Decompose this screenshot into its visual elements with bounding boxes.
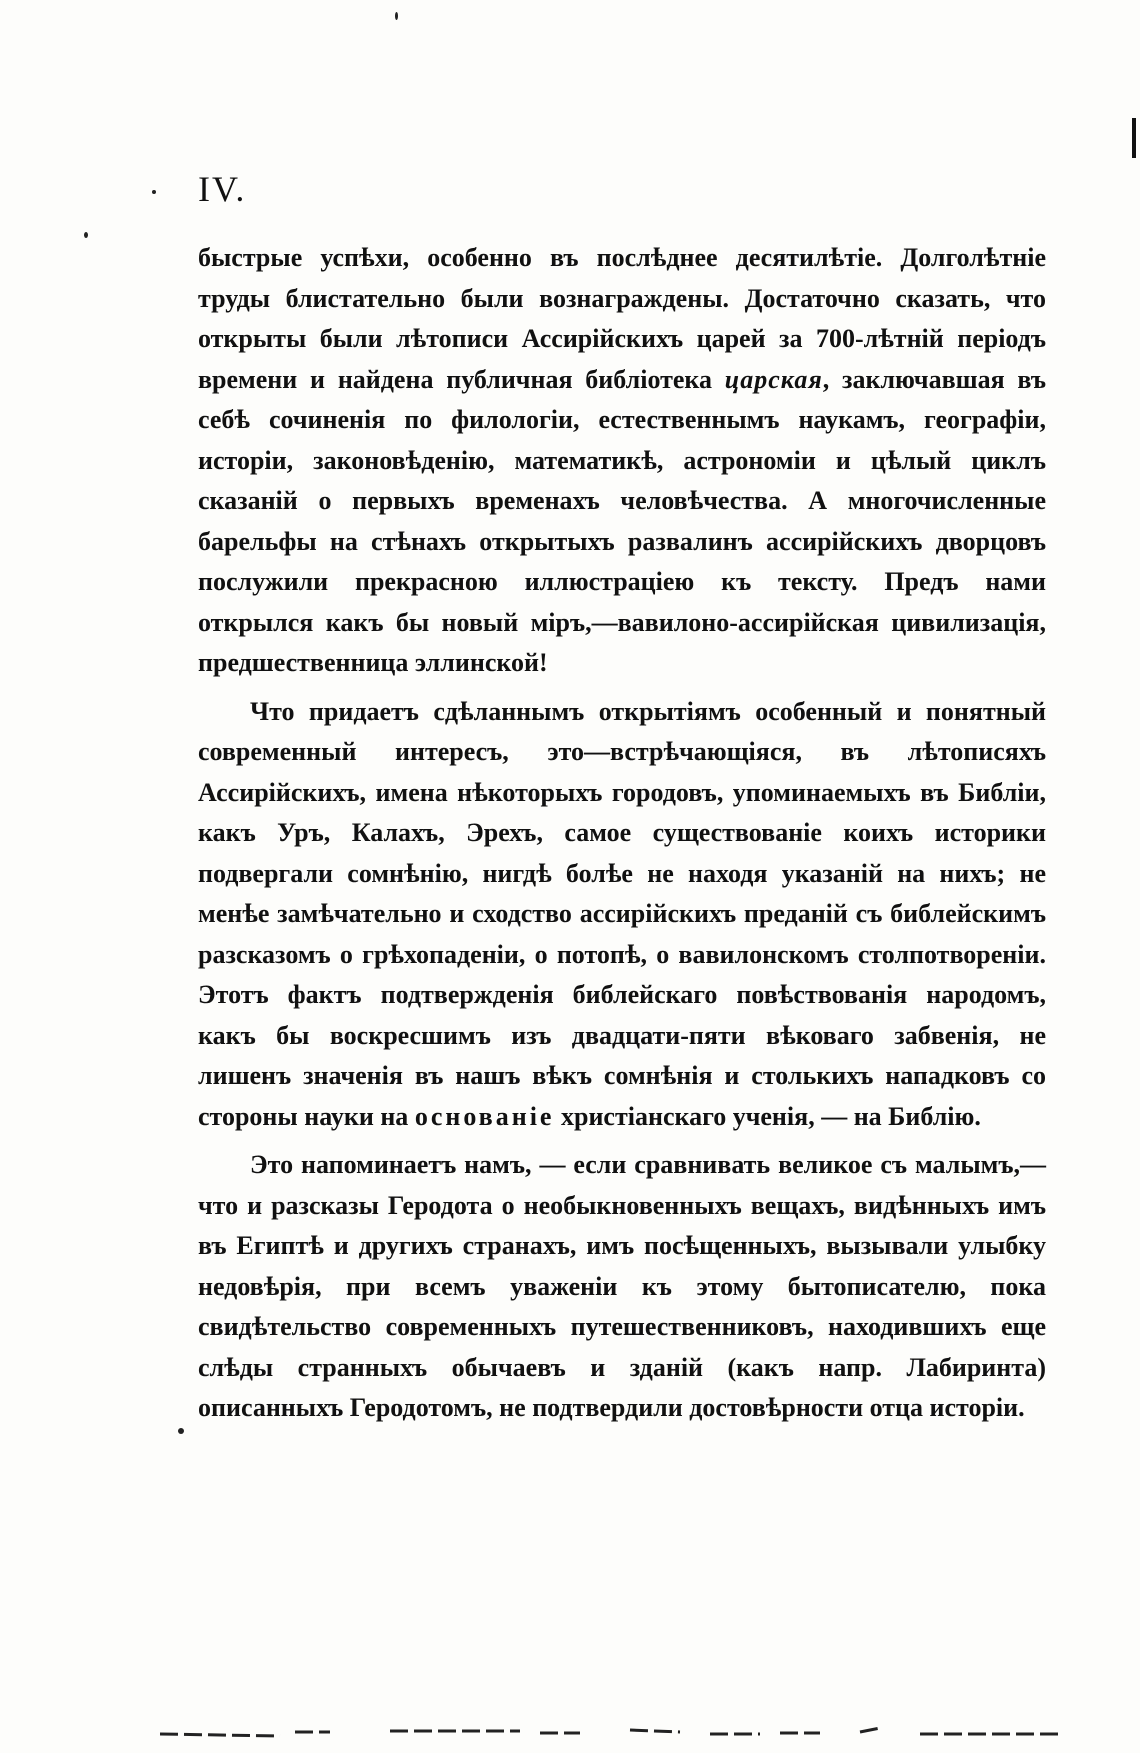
scan-speck	[152, 190, 156, 194]
bottom-scan-rule-graphic	[160, 1722, 1060, 1740]
scan-speck	[178, 1428, 184, 1434]
scan-speck	[395, 12, 398, 20]
spaced-word: основаніе	[414, 1101, 555, 1131]
scan-edge-mark	[1132, 118, 1136, 158]
paragraph-3	[198, 1145, 1046, 1429]
paragraph-1-text-a: быстрые успѣхи, особенно въ послѣднее десятилѣтіе. Долголѣтніе труды блистательно были вознаграждены. Достаточно сказать, что открыты были лѣтописи Ассирійскихъ царей за 700-лѣтній періодъ времени и найдена публичная библіотека	[198, 243, 1046, 394]
paragraph-2-text-a: Что придаетъ сдѣланнымъ открытіямъ особенный и понятный современный интересъ, это—встрѣчающіяся, въ лѣтописяхъ Ассирійскихъ, имена нѣкоторыхъ городовъ, упоминаемыхъ въ Библіи, какъ Уръ, Калахъ, Эрехъ, самое существованіе коихъ историки подвергали сомнѣнію, нигдѣ болѣе не находя указаній на нихъ; не менѣе замѣчательно и сходство ассирійскихъ преданій съ библейскимъ разсказомъ о грѣхопаденіи, о потопѣ, о вавилонскомъ столпотвореніи. Этотъ фактъ подтвержденія библейскаго повѣствованія народомъ, какъ бы воскресшимъ изъ двадцати-пяти вѣковаго забвенія, не лишенъ значенія въ нашъ вѣкъ сомнѣнія и столькихъ нападковъ со стороны науки на	[198, 696, 1046, 1131]
body-text	[198, 238, 1046, 1437]
paragraph-1-text-b: , заключавшая въ себѣ сочиненія по филологіи, естественнымъ наукамъ, географіи, исторіи, законовѣденію, математикѣ, астрономіи и цѣлый циклъ сказаній о первыхъ временахъ человѣчества. А многочисленные барельфы на стѣнахъ открытыхъ развалинъ ассирійскихъ дворцовъ послужили прекрасною иллюстраціею къ тексту. Предъ нами открылся какъ бы новый міръ,—вавилоно-ассирійская цивилизація, предшественница эллинской!	[198, 364, 1046, 677]
paragraph-3-text: Это напоминаетъ намъ, — если сравнивать великое съ малымъ,—что и разсказы Геродота о необыкновенныхъ вещахъ, видѣнныхъ имъ въ Египтѣ и другихъ странахъ, имъ посѣщенныхъ, вызывали улыбку недовѣрія, при всемъ уваженіи къ этому бытописателю, пока свидѣтельство современныхъ путешественниковъ, находившихъ еще слѣды странныхъ обычаевъ и зданій (какъ напр. Лабиринта) описанныхъ Геродотомъ, не подтвердили достовѣрности отца исторіи.	[198, 1150, 1046, 1422]
paragraph-2-text-b: христіанскаго ученія, — на Библію.	[554, 1101, 981, 1131]
scan-speck	[84, 232, 88, 238]
paragraph-1	[198, 238, 1046, 684]
paragraph-2	[198, 692, 1046, 1138]
bottom-scan-rule	[160, 1722, 1060, 1740]
page-number: IV.	[198, 169, 247, 209]
emphasized-word: царская	[724, 364, 823, 394]
